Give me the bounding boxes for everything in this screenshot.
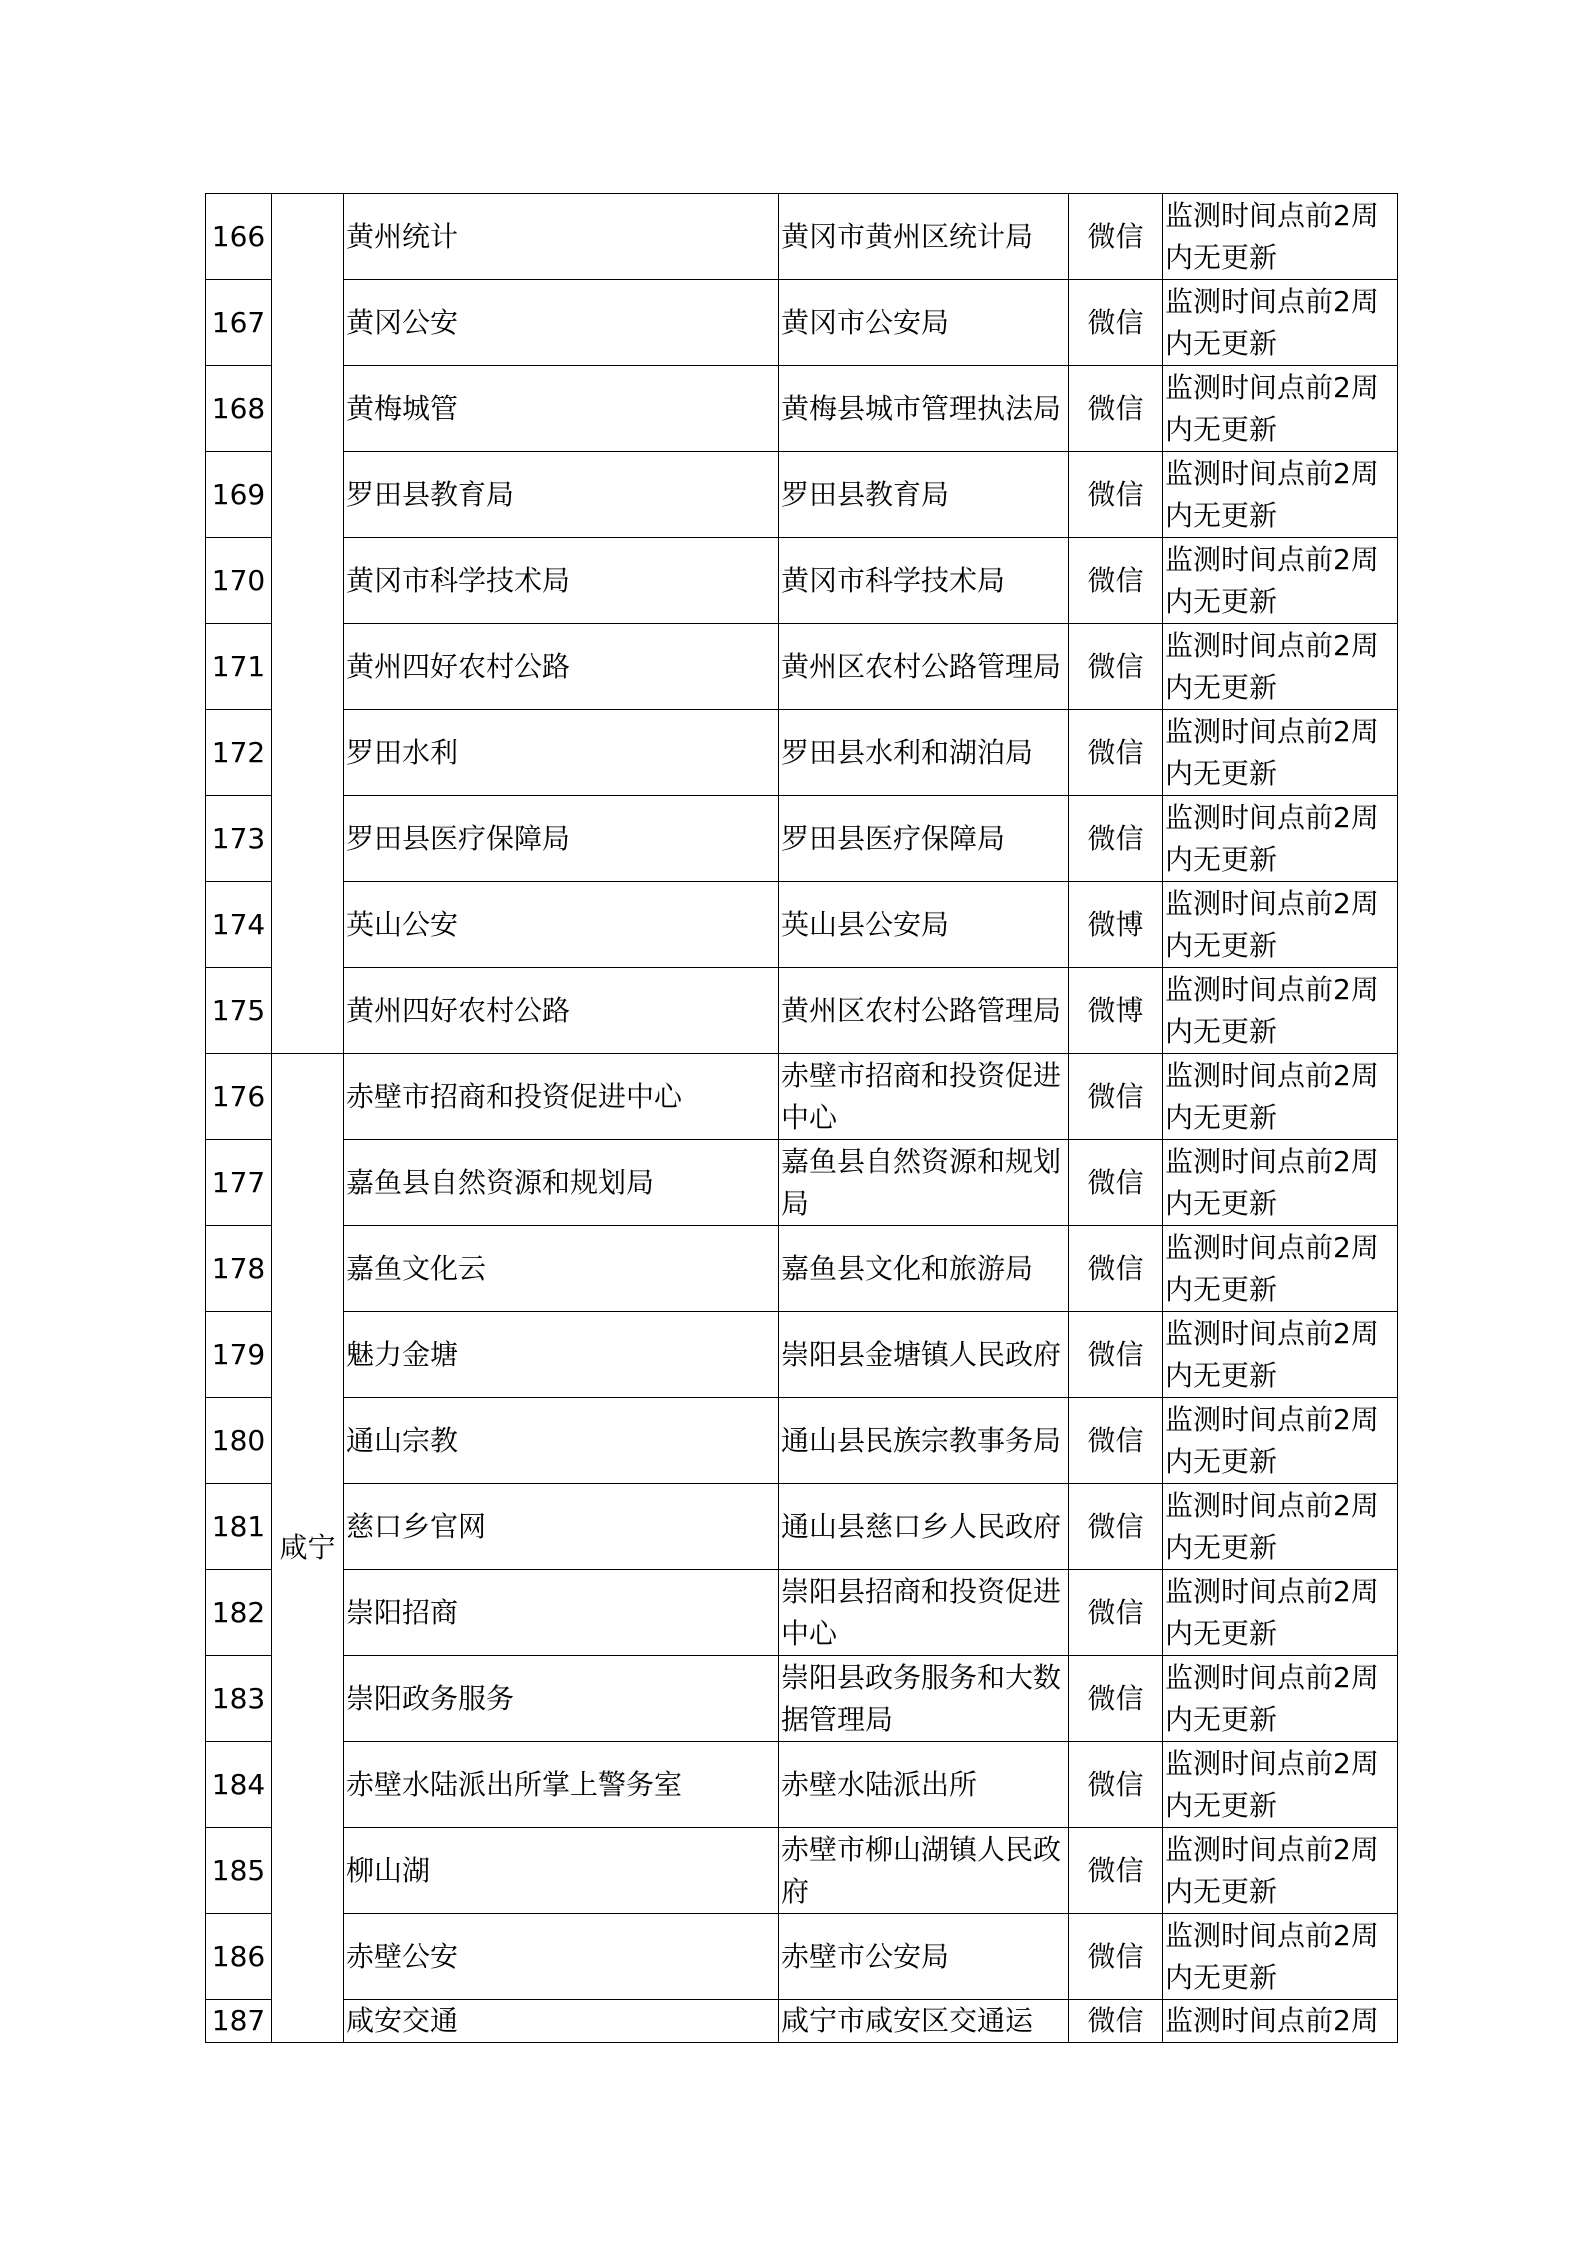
status-cell: 监测时间点前2周: [1163, 2000, 1398, 2043]
organization-cell: 黄州区农村公路管理局: [779, 624, 1069, 710]
organization-cell: 崇阳县政务服务和大数据管理局: [779, 1656, 1069, 1742]
platform-cell: 微信: [1069, 452, 1163, 538]
account-name-cell: 赤壁市招商和投资促进中心: [344, 1054, 779, 1140]
platform-cell: 微信: [1069, 1398, 1163, 1484]
row-number-cell: 173: [206, 796, 272, 882]
table-row: [206, 280, 1398, 366]
table-row: [206, 1914, 1398, 2000]
row-number-cell: 187: [206, 2000, 272, 2043]
table-row: [206, 1570, 1398, 1656]
row-number-cell: 181: [206, 1484, 272, 1570]
table-row: [206, 624, 1398, 710]
platform-cell: 微信: [1069, 1742, 1163, 1828]
account-name-cell: 黄冈公安: [344, 280, 779, 366]
table-body: [206, 194, 1398, 2043]
row-number-cell: 170: [206, 538, 272, 624]
table-row: [206, 1484, 1398, 1570]
status-cell: 监测时间点前2周内无更新: [1163, 452, 1398, 538]
table-row: [206, 538, 1398, 624]
account-name-cell: 嘉鱼文化云: [344, 1226, 779, 1312]
account-name-cell: 罗田水利: [344, 710, 779, 796]
organization-cell: 黄梅县城市管理执法局: [779, 366, 1069, 452]
platform-cell: 微信: [1069, 194, 1163, 280]
row-number-cell: 179: [206, 1312, 272, 1398]
account-name-cell: 嘉鱼县自然资源和规划局: [344, 1140, 779, 1226]
status-cell: 监测时间点前2周内无更新: [1163, 1828, 1398, 1914]
platform-cell: 微信: [1069, 1140, 1163, 1226]
organization-cell: 崇阳县金塘镇人民政府: [779, 1312, 1069, 1398]
account-name-cell: 慈口乡官网: [344, 1484, 779, 1570]
organization-cell: 咸宁市咸安区交通运: [779, 2000, 1069, 2043]
row-number-cell: 185: [206, 1828, 272, 1914]
organization-cell: 罗田县教育局: [779, 452, 1069, 538]
platform-cell: 微信: [1069, 624, 1163, 710]
organization-cell: 罗田县医疗保障局: [779, 796, 1069, 882]
status-cell: 监测时间点前2周内无更新: [1163, 538, 1398, 624]
row-number-cell: 177: [206, 1140, 272, 1226]
row-number-cell: 168: [206, 366, 272, 452]
organization-cell: 英山县公安局: [779, 882, 1069, 968]
account-name-cell: 通山宗教: [344, 1398, 779, 1484]
account-name-cell: 黄州四好农村公路: [344, 624, 779, 710]
table-row: [206, 452, 1398, 538]
organization-cell: 通山县慈口乡人民政府: [779, 1484, 1069, 1570]
organization-cell: 通山县民族宗教事务局: [779, 1398, 1069, 1484]
row-number-cell: 167: [206, 280, 272, 366]
status-cell: 监测时间点前2周内无更新: [1163, 624, 1398, 710]
platform-cell: 微信: [1069, 710, 1163, 796]
row-number-cell: 183: [206, 1656, 272, 1742]
status-cell: 监测时间点前2周内无更新: [1163, 1914, 1398, 2000]
account-name-cell: 罗田县医疗保障局: [344, 796, 779, 882]
status-cell: 监测时间点前2周内无更新: [1163, 1398, 1398, 1484]
table-row: [206, 1742, 1398, 1828]
platform-cell: 微信: [1069, 2000, 1163, 2043]
account-name-cell: 崇阳政务服务: [344, 1656, 779, 1742]
organization-cell: 嘉鱼县自然资源和规划局: [779, 1140, 1069, 1226]
table-row: [206, 882, 1398, 968]
status-cell: 监测时间点前2周内无更新: [1163, 280, 1398, 366]
table-row: [206, 1312, 1398, 1398]
platform-cell: 微信: [1069, 1914, 1163, 2000]
account-name-cell: 咸安交通: [344, 2000, 779, 2043]
account-name-cell: 魅力金塘: [344, 1312, 779, 1398]
row-number-cell: 178: [206, 1226, 272, 1312]
organization-cell: 崇阳县招商和投资促进中心: [779, 1570, 1069, 1656]
account-name-cell: 英山公安: [344, 882, 779, 968]
status-cell: 监测时间点前2周内无更新: [1163, 710, 1398, 796]
organization-cell: 黄州区农村公路管理局: [779, 968, 1069, 1054]
row-number-cell: 166: [206, 194, 272, 280]
platform-cell: 微信: [1069, 366, 1163, 452]
status-cell: 监测时间点前2周内无更新: [1163, 968, 1398, 1054]
platform-cell: 微信: [1069, 280, 1163, 366]
account-name-cell: 黄州四好农村公路: [344, 968, 779, 1054]
platform-cell: 微信: [1069, 1656, 1163, 1742]
table-row: [206, 1656, 1398, 1742]
platform-cell: 微信: [1069, 1484, 1163, 1570]
platform-cell: 微信: [1069, 1828, 1163, 1914]
account-name-cell: 赤壁公安: [344, 1914, 779, 2000]
table-row: [206, 1828, 1398, 1914]
platform-cell: 微信: [1069, 1312, 1163, 1398]
status-cell: 监测时间点前2周内无更新: [1163, 1742, 1398, 1828]
status-cell: 监测时间点前2周内无更新: [1163, 796, 1398, 882]
table-row: [206, 1054, 1398, 1140]
account-name-cell: 黄梅城管: [344, 366, 779, 452]
row-number-cell: 172: [206, 710, 272, 796]
account-name-cell: 黄州统计: [344, 194, 779, 280]
table-row: [206, 1226, 1398, 1312]
organization-cell: 黄冈市公安局: [779, 280, 1069, 366]
row-number-cell: 186: [206, 1914, 272, 2000]
region-cell: [272, 194, 344, 1054]
data-table: [205, 193, 1398, 2043]
account-name-cell: 赤壁水陆派出所掌上警务室: [344, 1742, 779, 1828]
table-row: [206, 366, 1398, 452]
row-number-cell: 176: [206, 1054, 272, 1140]
platform-cell: 微信: [1069, 1226, 1163, 1312]
table-row: [206, 194, 1398, 280]
row-number-cell: 180: [206, 1398, 272, 1484]
organization-cell: 黄冈市科学技术局: [779, 538, 1069, 624]
row-number-cell: 175: [206, 968, 272, 1054]
row-number-cell: 174: [206, 882, 272, 968]
status-cell: 监测时间点前2周内无更新: [1163, 366, 1398, 452]
row-number-cell: 182: [206, 1570, 272, 1656]
row-number-cell: 184: [206, 1742, 272, 1828]
platform-cell: 微博: [1069, 882, 1163, 968]
platform-cell: 微信: [1069, 538, 1163, 624]
status-cell: 监测时间点前2周内无更新: [1163, 1570, 1398, 1656]
table-row: [206, 1140, 1398, 1226]
organization-cell: 赤壁市招商和投资促进中心: [779, 1054, 1069, 1140]
account-name-cell: 黄冈市科学技术局: [344, 538, 779, 624]
row-number-cell: 171: [206, 624, 272, 710]
platform-cell: 微博: [1069, 968, 1163, 1054]
table-row: [206, 1398, 1398, 1484]
status-cell: 监测时间点前2周内无更新: [1163, 1054, 1398, 1140]
status-cell: 监测时间点前2周内无更新: [1163, 1226, 1398, 1312]
account-name-cell: 崇阳招商: [344, 1570, 779, 1656]
platform-cell: 微信: [1069, 1054, 1163, 1140]
organization-cell: 赤壁水陆派出所: [779, 1742, 1069, 1828]
table-row: [206, 796, 1398, 882]
status-cell: 监测时间点前2周内无更新: [1163, 882, 1398, 968]
table-row: [206, 710, 1398, 796]
organization-cell: 赤壁市柳山湖镇人民政府: [779, 1828, 1069, 1914]
status-cell: 监测时间点前2周内无更新: [1163, 1312, 1398, 1398]
status-cell: 监测时间点前2周内无更新: [1163, 194, 1398, 280]
platform-cell: 微信: [1069, 796, 1163, 882]
platform-cell: 微信: [1069, 1570, 1163, 1656]
status-cell: 监测时间点前2周内无更新: [1163, 1656, 1398, 1742]
table-row: [206, 2000, 1398, 2043]
organization-cell: 嘉鱼县文化和旅游局: [779, 1226, 1069, 1312]
organization-cell: 黄冈市黄州区统计局: [779, 194, 1069, 280]
row-number-cell: 169: [206, 452, 272, 538]
table-row: [206, 968, 1398, 1054]
organization-cell: 赤壁市公安局: [779, 1914, 1069, 2000]
status-cell: 监测时间点前2周内无更新: [1163, 1140, 1398, 1226]
organization-cell: 罗田县水利和湖泊局: [779, 710, 1069, 796]
status-cell: 监测时间点前2周内无更新: [1163, 1484, 1398, 1570]
region-cell: 咸宁: [272, 1054, 344, 2043]
account-name-cell: 柳山湖: [344, 1828, 779, 1914]
account-name-cell: 罗田县教育局: [344, 452, 779, 538]
